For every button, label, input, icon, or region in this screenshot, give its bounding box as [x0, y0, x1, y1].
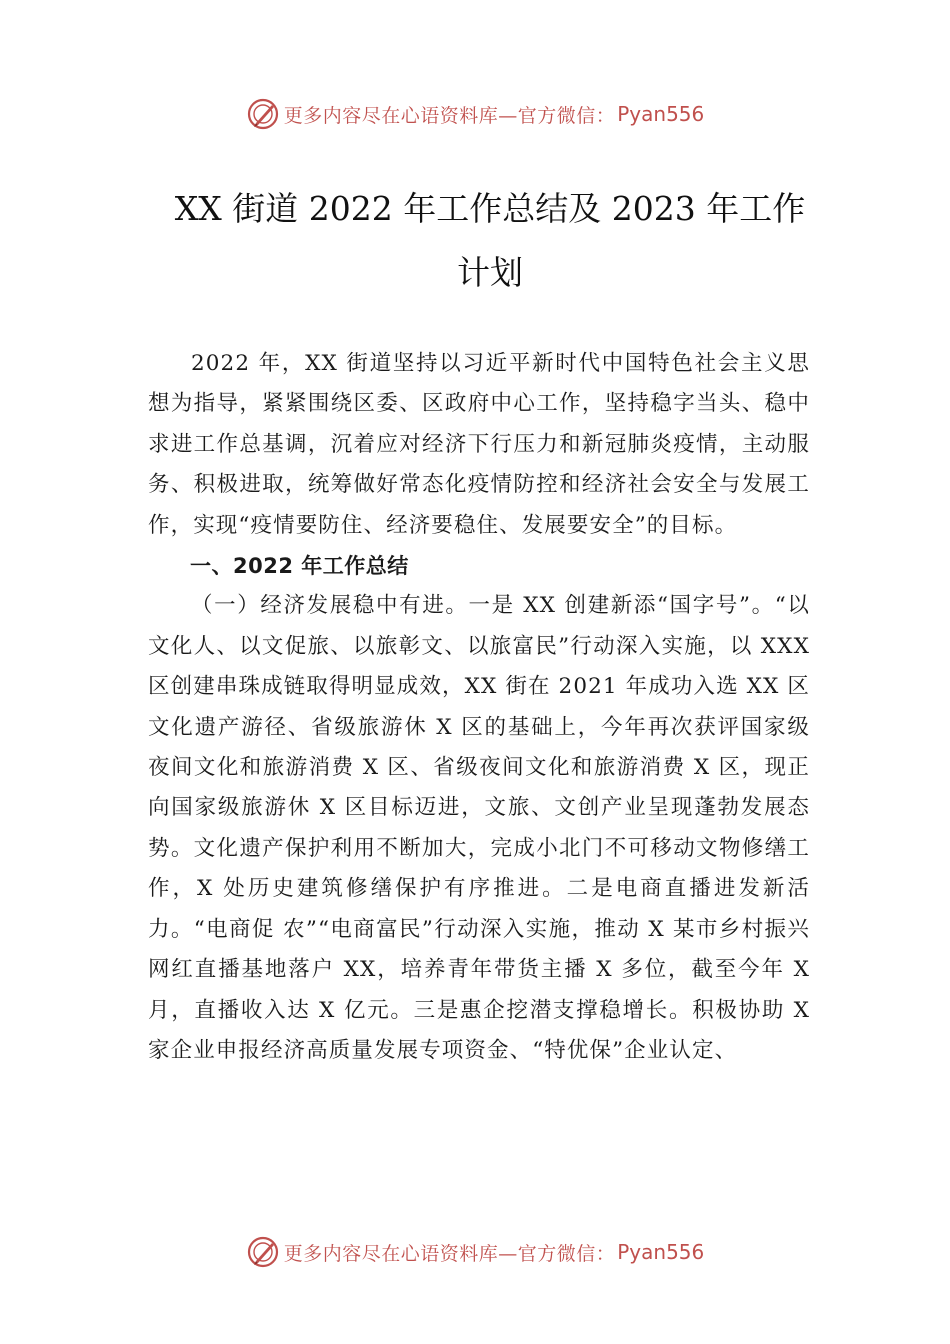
document-body	[148, 344, 810, 1071]
intro-paragraph: 2022 年，XX 街道坚持以习近平新时代中国特色社会主义思想为指导，紧紧围绕区委、区政府中心工作，坚持稳字当头、稳中求进工作总基调，沉着应对经济下行压力和新冠肺炎疫情，主动服务、积极进取，统筹做好常态化疫情防控和经济社会安全与发展工作，实现“疫情要防住、经济要稳住、发展要安全”的目标。	[148, 351, 810, 538]
document-title-line1: XX 街道 2022 年工作总结及 2023 年工作	[174, 189, 806, 228]
section-heading: 一、2022 年工作总结	[190, 554, 409, 579]
pen-logo-icon	[246, 97, 280, 131]
watermark-text: 更多内容尽在心语资料库—官方微信：	[283, 104, 616, 127]
watermark-handle: Pyan556	[617, 102, 705, 126]
section1-paragraph: （一）经济发展稳中有进。一是 XX 创建新添“国字号”。“以文化人、以文促旅、以旅彰文、以旅富民”行动深入实施，以 XXX 区创建串珠成链取得明显成效，XX 街在 2021 年成功入选 XX 区文化遗产游径、省级旅游休 X 区的基础上，今年再次获评国家级夜间文化和旅游消费 X 区、省级夜间文化和旅游消费 X 区，现正向国家级旅游休 X 区目标迈进，文旅、文创产业呈现蓬勃发展态势。文化遗产保护利用不断加大，完成小北门不可移动文物修缮工作，X 处历史建筑修缮保护有序推进。二是电商直播进发新活力。“电商促 农”“电商富民”行动深入实施，推动 X 某市乡村振兴网红直播基地落户 XX，培养青年带货主播 X 多位，截至今年 X 月，直播收入达 X 亿元。三是惠企挖潜支撑稳增长。积极协助 X 家企业申报经济高质量发展专项资金、“特优保”企业认定、	[148, 593, 810, 1063]
watermark-text: 更多内容尽在心语资料库—官方微信：	[283, 1242, 616, 1265]
watermark-handle: Pyan556	[617, 1240, 705, 1264]
watermark-banner-top	[0, 94, 950, 134]
watermark-banner-bottom	[0, 1232, 950, 1272]
pen-logo-icon	[246, 1235, 280, 1269]
document-title-line2: 计划	[457, 253, 523, 292]
